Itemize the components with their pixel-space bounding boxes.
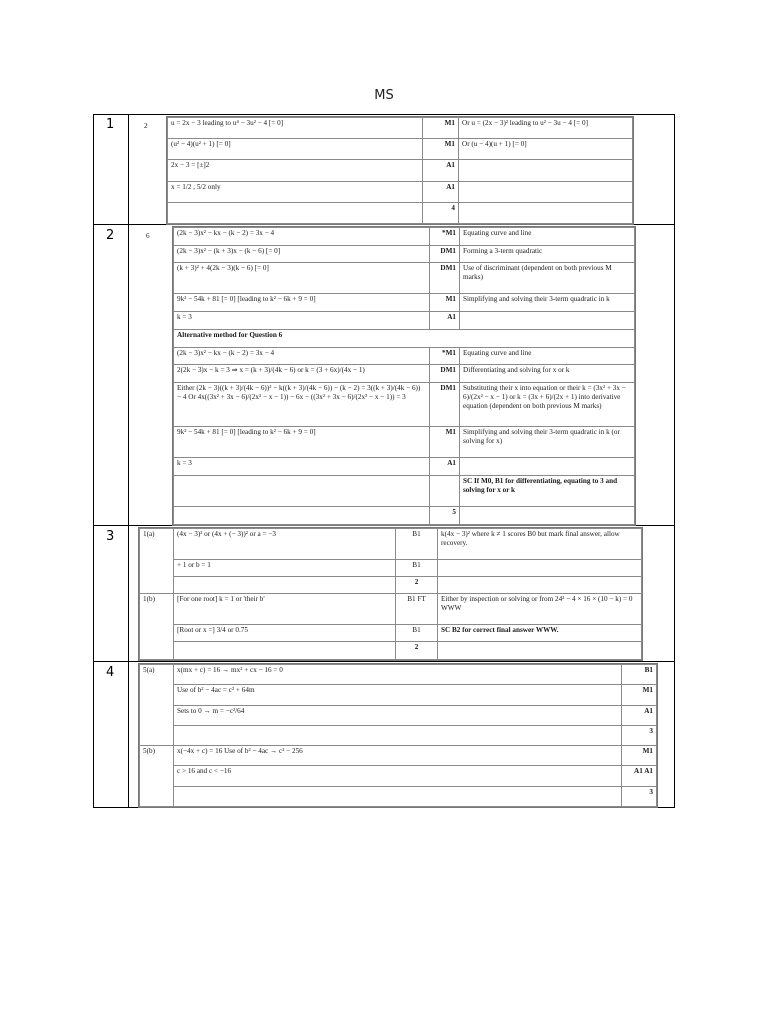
guidance-cell <box>438 559 642 576</box>
guidance-cell <box>438 642 642 660</box>
working-cell <box>174 725 622 745</box>
guidance-cell: Or (u − 4)(u + 1) [= 0] <box>459 139 633 160</box>
question-number: 3 <box>106 529 115 544</box>
guidance-cell <box>460 458 635 476</box>
working-cell: (4x − 3)² or (4x + (− 3))² or a = −3 <box>174 529 396 560</box>
total-mark-cell: 4 <box>423 202 459 223</box>
markscheme-scan-q4 <box>138 663 658 808</box>
guidance-cell <box>460 312 635 330</box>
mark-cell: M1 <box>423 118 459 139</box>
table-row <box>174 507 635 525</box>
table-row <box>168 202 633 223</box>
row-divider <box>93 661 675 662</box>
question-number: 4 <box>106 665 115 680</box>
table-row <box>140 786 657 806</box>
mark-cell: M1 <box>423 139 459 160</box>
table-row <box>140 685 657 705</box>
total-mark-cell: 3 <box>622 725 657 745</box>
working-cell: [For one root] k = 1 or 'their b' <box>174 594 396 625</box>
working-cell: (k + 3)² + 4(2k − 3)(k − 6) [= 0] <box>174 263 430 294</box>
working-cell <box>174 507 430 525</box>
working-cell: + 1 or b = 1 <box>174 559 396 576</box>
guidance-cell: Differentiating and solving for x or k <box>460 365 635 383</box>
table-row <box>168 181 633 202</box>
question-ref: 6 <box>146 232 150 240</box>
mark-cell: B1 <box>622 665 657 685</box>
total-mark-cell: 2 <box>396 642 438 660</box>
table-row <box>140 559 642 576</box>
question-ref: 2 <box>144 122 148 130</box>
table-row <box>174 228 635 246</box>
question-column-divider <box>128 114 129 808</box>
mark-cell: *M1 <box>430 347 460 365</box>
part-ref: 1(a) <box>140 529 174 594</box>
mark-cell: A1 <box>430 312 460 330</box>
mark-cell: A1 <box>423 181 459 202</box>
working-cell: k = 3 <box>174 312 430 330</box>
working-cell: Sets to 0 → m = −c²/64 <box>174 705 622 725</box>
working-cell <box>174 577 396 594</box>
working-cell: [Root or x =] 3/4 or 0.75 <box>174 625 396 642</box>
working-cell: Either (2k − 3)((k + 3)/(4k − 6))² − k((k + 3)/(4k − 6)) − (k − 2) = 3((k + 3)/(4k − 6)) − 4 Or 4x((3x² + 3x − 6)/(2x² − x − 1)) − 6x − ((3x² + 3x − 6)/(2x² − x − 1)) = 3 <box>174 383 430 427</box>
guidance-cell: Equating curve and line <box>460 347 635 365</box>
total-mark-cell: 2 <box>396 577 438 594</box>
working-cell: (2k − 3)x² − kx − (k − 2) = 3x − 4 <box>174 347 430 365</box>
table-row <box>174 476 635 507</box>
working-cell: (2k − 3)x² − kx − (k − 2) = 3x − 4 <box>174 228 430 246</box>
question-number: 2 <box>106 228 115 243</box>
table-row <box>174 427 635 458</box>
table-row <box>140 746 657 766</box>
guidance-cell: Forming a 3-term quadratic <box>460 245 635 263</box>
mark-cell <box>430 476 460 507</box>
document-title: MS <box>374 88 394 103</box>
table-row <box>140 529 642 560</box>
table-row <box>140 577 642 594</box>
special-case-note: SC If M0, B1 for differentiating, equating to 3 and solving for x or k <box>460 476 635 507</box>
part-ref: 5(b) <box>140 746 174 807</box>
mark-cell: B1 FT <box>396 594 438 625</box>
guidance-cell <box>459 160 633 181</box>
table-row <box>140 625 642 642</box>
working-cell: (u² − 4)(u² + 1) [= 0] <box>168 139 423 160</box>
mark-cell: DM1 <box>430 383 460 427</box>
table-row <box>140 766 657 786</box>
guidance-cell: Substituting their x into equation or their k = (3x² + 3x − 6)/(2x² − x − 1) or k = (3x + 6)/(2x + 1) into derivative equation (dependent on both previous M marks) <box>460 383 635 427</box>
total-mark-cell: 3 <box>622 786 657 806</box>
mark-cell: M1 <box>622 685 657 705</box>
table-row <box>140 642 642 660</box>
mark-cell: A1 <box>622 705 657 725</box>
table-row <box>140 725 657 745</box>
markscheme-scan-q2 <box>172 226 636 526</box>
total-mark-cell: 5 <box>430 507 460 525</box>
question-number: 1 <box>106 117 115 132</box>
guidance-cell: k(4x − 3)² where k ≠ 1 scores B0 but mark final answer, allow recovery. <box>438 529 642 560</box>
table-row <box>168 139 633 160</box>
working-cell: x = 1/2 , 5/2 only <box>168 181 423 202</box>
working-cell: c > 16 and c < −16 <box>174 766 622 786</box>
guidance-cell <box>438 577 642 594</box>
mark-cell: A1 <box>423 160 459 181</box>
mark-cell: M1 <box>430 294 460 312</box>
mark-cell: DM1 <box>430 263 460 294</box>
guidance-cell: Simplifying and solving their 3-term quadratic in k (or solving for x) <box>460 427 635 458</box>
table-row <box>168 118 633 139</box>
guidance-cell <box>460 507 635 525</box>
working-cell <box>174 786 622 806</box>
mark-cell: M1 <box>622 746 657 766</box>
mark-cell: B1 <box>396 529 438 560</box>
part-ref: 1(b) <box>140 594 174 660</box>
table-row <box>140 705 657 725</box>
table-row <box>174 347 635 365</box>
table-row <box>140 594 642 625</box>
working-cell: (2k − 3)x² − (k + 3)x − (k − 6) [= 0] <box>174 245 430 263</box>
part-ref: 5(a) <box>140 665 174 746</box>
working-cell: 9k² − 54k + 81 [= 0] [leading to k² − 6k + 9 = 0] <box>174 427 430 458</box>
mark-cell: A1 <box>430 458 460 476</box>
table-row <box>174 365 635 383</box>
working-cell: x(mx + c) = 16 → mx² + cx − 16 = 0 <box>174 665 622 685</box>
guidance-cell: Equating curve and line <box>460 228 635 246</box>
working-cell: 9k² − 54k + 81 [= 0] [leading to k² − 6k + 9 = 0] <box>174 294 430 312</box>
guidance-cell <box>459 181 633 202</box>
table-row <box>174 294 635 312</box>
mark-cell: DM1 <box>430 365 460 383</box>
mark-cell: A1 A1 <box>622 766 657 786</box>
working-cell <box>174 642 396 660</box>
table-row <box>174 312 635 330</box>
guidance-cell: Either by inspection or solving or from 24² − 4 × 16 × (10 − k) = 0 WWW <box>438 594 642 625</box>
table-row <box>174 458 635 476</box>
guidance-cell: Or u = (2x − 3)² leading to u² − 3u − 4 [= 0] <box>459 118 633 139</box>
working-cell: u = 2x − 3 leading to u⁴ − 3u² − 4 [= 0] <box>168 118 423 139</box>
guidance-cell: Use of discriminant (dependent on both previous M marks) <box>460 263 635 294</box>
table-row <box>174 383 635 427</box>
table-row <box>174 245 635 263</box>
mark-cell: B1 <box>396 559 438 576</box>
table-row <box>174 263 635 294</box>
guidance-cell <box>459 202 633 223</box>
mark-cell: B1 <box>396 625 438 642</box>
working-cell <box>168 202 423 223</box>
alternative-method-heading: Alternative method for Question 6 <box>174 329 635 347</box>
table-row <box>168 160 633 181</box>
working-cell: k = 3 <box>174 458 430 476</box>
working-cell: 2(2k − 3)x − k = 3 ⇒ x = (k + 3)/(4k − 6) or k = (3 + 6x)/(4x − 1) <box>174 365 430 383</box>
markscheme-scan-q1 <box>166 116 634 225</box>
working-cell: x(−4x + c) = 16 Use of b² − 4ac → c² − 256 <box>174 746 622 766</box>
working-cell: 2x − 3 = [±]2 <box>168 160 423 181</box>
special-case-note: SC B2 for correct final answer WWW. <box>438 625 642 642</box>
table-row <box>140 665 657 685</box>
table-row <box>174 329 635 347</box>
working-cell: Use of b² − 4ac = c² + 64m <box>174 685 622 705</box>
working-cell <box>174 476 430 507</box>
mark-cell: M1 <box>430 427 460 458</box>
guidance-cell: Simplifying and solving their 3-term quadratic in k <box>460 294 635 312</box>
mark-cell: DM1 <box>430 245 460 263</box>
mark-cell: *M1 <box>430 228 460 246</box>
markscheme-scan-q3 <box>138 527 643 661</box>
